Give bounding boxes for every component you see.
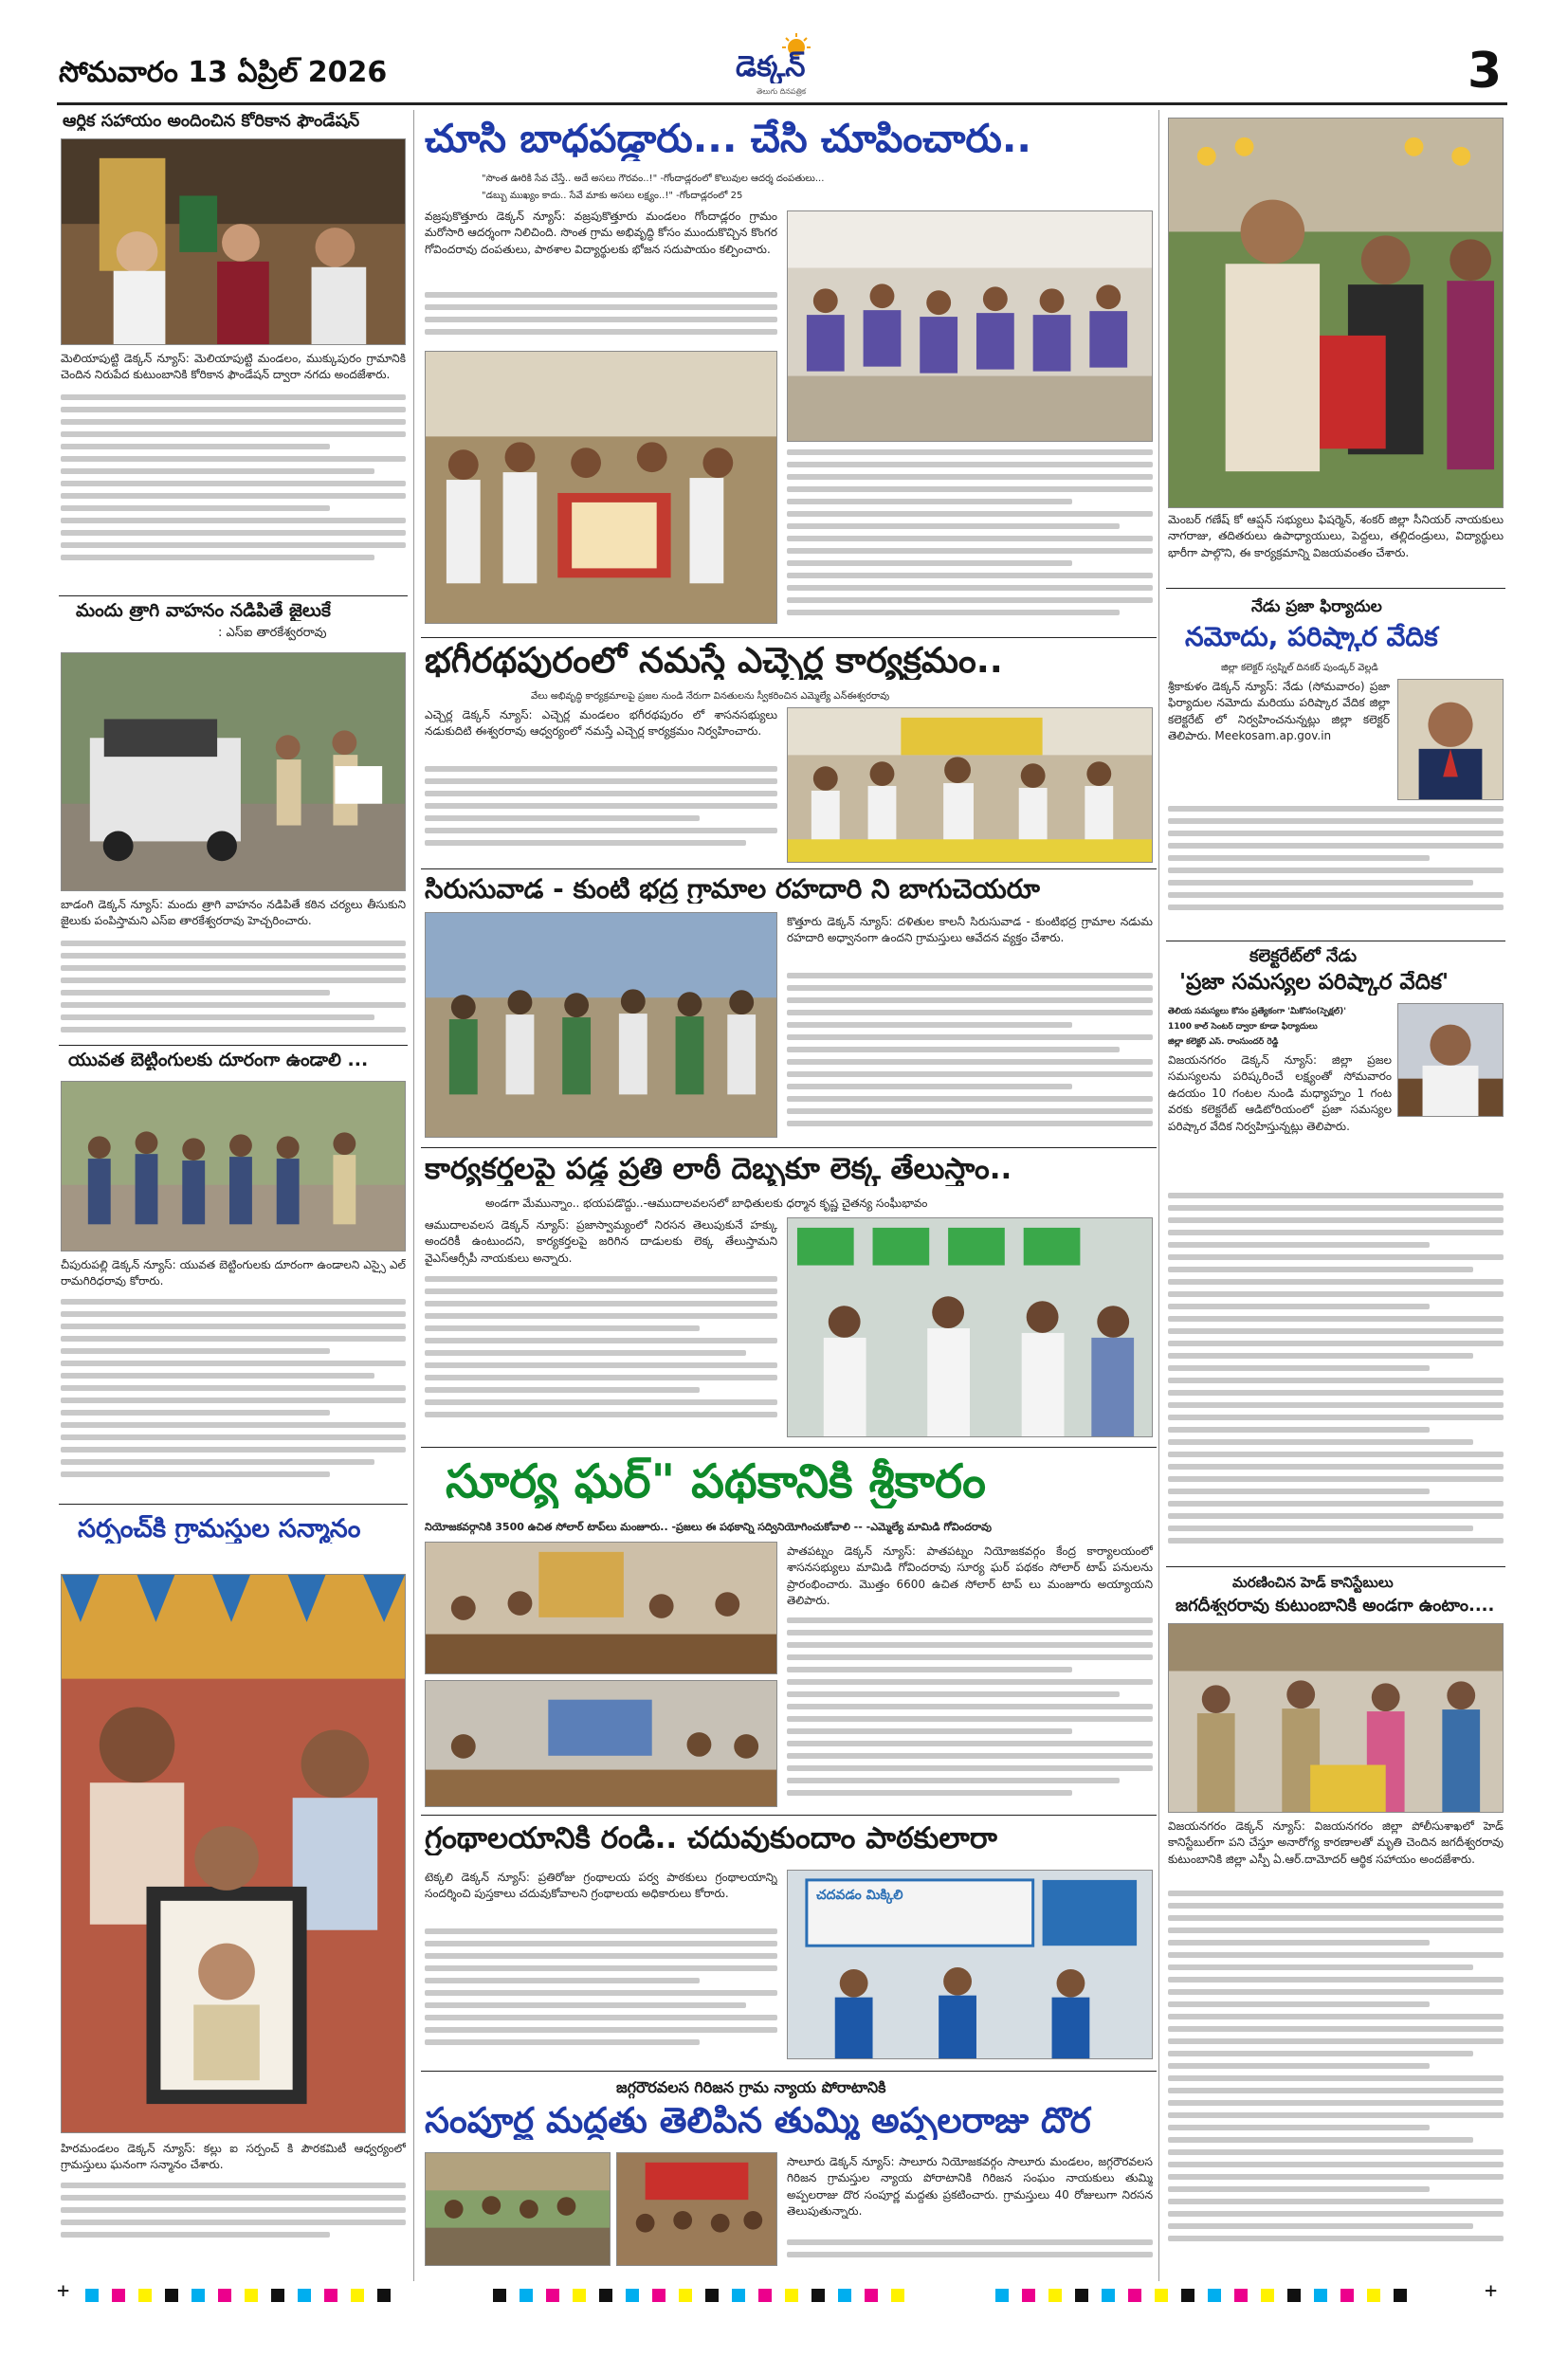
school-event-caption: మెంబర్ గణేష్ కో ఆప్షన్ సభ్యులు ఫిషర్మెన్, శంకర్ జిల్లా సీనియర్ నాయకులు నాగరాజు, తదితరులు ఉపాధ్యాయులు, పెద్దలు, తల్లిదండ్రులు, విద్యార్థులు భారీగా పాల్గొని, ఈ కార్యక్రమాన్ని విజయవంతం చేశారు. <box>1168 513 1504 559</box>
surya-ghar-kicker: నియోజకవర్గానికి 3500 ఉచిత సోలార్ టాప్‌లు మంజూరు.. -ప్రజలు ఈ పథకాన్ని సద్వినియోగించుకోవాలి -- -ఎమ్మెల్యే మామిడి గోవిందరావు <box>425 1521 992 1533</box>
workers-kicker: అండగా మేమున్నాం.. భయపడొద్దు..-ఆముదాలవలసలో బాధితులకు ధర్మాన కృష్ణ చైతన్య సంఘీభావం <box>485 1197 928 1210</box>
registration-mark-right: + <box>1485 2279 1498 2303</box>
drunk-driving-photo <box>61 652 406 891</box>
collectorate-subhead-2: 1100 కాల్ సెంటర్ ద్వారా కూడా ఫిర్యాదులు <box>1168 1022 1318 1032</box>
collectorate-text-lines <box>1168 1193 1504 1562</box>
surya-ghar-text-lines <box>787 1617 1153 1807</box>
registration-mark-left: + <box>57 2279 70 2303</box>
collectorate-body: విజయనగరం డెక్కన్ న్యూస్: జిల్లా ప్రజల సమస్యలను పరిష్కరించే లక్ష్యంతో సోమవారం ఉదయం 10 గంటల నుండి మధ్యాహ్నం 1 గంట వరకు కలెక్టరేట్ ఆడిటోరియంలో ప్రజా సమస్యల పరిష్కార వేదిక నిర్వహిస్తున్నట్లు తెలిపారు. <box>1168 1053 1392 1133</box>
gondiyada-kicker-2: "డబ్బు ముఖ్యం కాదు.. సేవే మాకు అసలు లక్ష్యం..!" -గోందాడ్లరంలో 25 <box>482 191 743 201</box>
foundation-photo <box>61 138 406 345</box>
rule <box>421 2071 1157 2072</box>
surya-ghar-body: పాతపట్నం డెక్కన్ న్యూస్: పాతపట్నం నియోజకవర్గం కేంద్ర కార్యాలయంలో శాసనసభ్యులు మామిడి గోవిందరావు సూర్య ఘర్ పథకం సోలార్ టాప్ పనులను ప్రారంభించారు. మొత్తం 6600 ఉచిత సోలార్ టాప్ లు మంజూరు అయ్యాయని తెలిపారు. <box>787 1544 1153 1608</box>
collectorate-subhead-1: తెలియ సమస్యలు కోసం ప్రత్యేకంగా 'మీకోసం(స్పెక్షల్)' <box>1168 1007 1346 1016</box>
workers-headline: కార్యకర్తలపై పడ్డ ప్రతి లాఠీ దెబ్బకూ లెక్క తేలుస్తాం.. <box>425 1153 1012 1186</box>
bhagirathapuram-body: ఎచ్చెర్ల డెక్కన్ న్యూస్: ఎచ్చెర్ల మండలం భగీరథపురం లో శాసనసభ్యులు నడుకుదిటి ఈశ్వరరావు ఆధ్వర్యంలో నమస్తే ఎచ్చెర్ల కార్యక్రమం నిర్వహించారు. <box>425 708 777 739</box>
workers-body: ఆముదాలవలస డెక్కన్ న్యూస్: ప్రజాస్వామ్యంలో నిరసన తెలుపుకునే హక్కు అందరికీ ఉంటుందని, కార్యకర్తలపై జరిగిన దాడులకు లెక్క తేలుస్తామని వైఎస్ఆర్సీపీ నాయకులు అన్నారు. <box>425 1218 777 1265</box>
constables-headline: జగదీశ్వరరావు కుటుంబానికి అండగా ఉంటాం.... <box>1176 1597 1495 1616</box>
bhagirathapuram-text-lines <box>425 766 777 861</box>
road-body: కొత్తూరు డెక్కన్ న్యూస్: దళితుల కాలనీ సిరుసువాడ - కుంటిభద్ర గ్రామాల నడుమ రహదారి అధ్వానంగా ఉందని గ్రామస్తులు ఆవేదన వ్యక్తం చేశారు. <box>787 915 1153 945</box>
logo-wordmark: డెక్కన్ <box>736 51 806 83</box>
page-date: సోమవారం 13 ఏప్రిల్ 2026 <box>59 57 388 89</box>
constables-photo <box>1168 1623 1504 1813</box>
collector-portrait-2 <box>1397 1003 1504 1117</box>
gondiyada-body: వజ్రపుకొత్తూరు డెక్కన్ న్యూస్: వజ్రపుకొత్తూరు మండలం గోందాడ్లరం గ్రామం మరోసారి ఆదర్శంగా నిలిచింది. సొంత గ్రామ అభివృద్ధి కోసం ముందుకొచ్చిన కొంగర గోవిందరావు దంపతులు, పాఠశాల విద్యార్థులకు భోజన సదుపాయం కల్పించారు. <box>425 210 777 256</box>
color-calibration-bar-left <box>85 2289 391 2302</box>
page-number: 3 <box>1468 44 1503 100</box>
sarpanch-body: హిరమండలం డెక్కన్ న్యూస్: కల్లు ఐ సర్పంచ్ కి పౌరకమిటీ ఆధ్వర్యంలో గ్రామస్తులు ఘనంగా సన్మానం చేశారు. <box>61 2142 406 2172</box>
collector-portrait-1 <box>1397 679 1504 800</box>
gondiyada-text-lines-b <box>787 449 1153 630</box>
newspaper-logo <box>730 32 863 99</box>
constables-body: విజయనగరం డెక్కన్ న్యూస్: విజయనగరం జిల్లా పోలీసుశాఖలో హెడ్ కానిస్టేబుల్‌గా పని చేస్తూ అనారోగ్య కారణాలతో మృతి చెందిన జగదీశ్వరరావు కుటుంబానికి జిల్లా ఎస్పీ ఏ.ఆర్.దామోదర్ ఆర్థిక సహాయం అందజేశారు. <box>1168 1819 1504 1866</box>
constables-text-lines <box>1168 1891 1504 2262</box>
betting-headline: యువత బెట్టింగులకు దూరంగా ఉండాలి ... <box>68 1051 369 1070</box>
foundation-body: మెలియాపుట్టి డెక్కన్ న్యూస్: మెలియాపుట్టి మండలం, ముక్కుపురం గ్రామానికి చెందిన నిరుపేద కుటుంబానికి కోరికాన ఫౌండేషన్ ద్వారా నగదు అందజేశారు. <box>61 352 406 382</box>
betting-text-lines <box>61 1299 406 1489</box>
rule <box>421 1815 1157 1816</box>
sarpanch-photo <box>61 1574 406 2133</box>
road-photo <box>425 912 777 1138</box>
rule <box>421 637 1157 638</box>
surya-ghar-headline: సూర్య ఘర్" పథకానికి శ్రీకారం <box>446 1456 986 1508</box>
thummi-body: సాలూరు డెక్కన్ న్యూస్: సాలూరు నియోజకవర్గం సాలూరు మండలం, జగ్గరౌరవలస గిరిజన గ్రామస్తుల న్యాయ పోరాటానికి గిరిజన సంఘం నాయకులు తుమ్మి అప్పలరాజు దొర సంపూర్ణ మద్దతు ప్రకటించారు. గ్రామస్తులు 40 రోజులుగా నిరసన తెలుపుతున్నారు. <box>787 2155 1153 2219</box>
school-event-photo <box>1168 118 1504 508</box>
foundation-headline: ఆర్థిక సహాయం అందించిన కోరికాన ఫౌండేషన్ <box>63 112 360 131</box>
drunk-driving-text-lines <box>61 941 406 1039</box>
gondiyada-headline: చూసి బాధపడ్డారు... చేసి చూపించారు.. <box>425 118 1032 161</box>
drunk-driving-body: బాడంగి డెక్కన్ న్యూస్: మందు త్రాగి వాహనం నడిపితే కఠిన చర్యలు తీసుకుని జైలుకు పంపిస్తామని ఎస్ఐ తారకేశ్వరరావు హెచ్చరించారు. <box>61 898 406 928</box>
rule <box>421 1447 1157 1448</box>
praja-vedika-headline: నమోదు, పరిష్కార వేదిక <box>1185 622 1438 652</box>
road-text-lines <box>787 973 1153 1140</box>
drunk-driving-subhead: : ఎస్ఐ తారకేశ్వరరావు <box>218 626 327 640</box>
color-calibration-bar-right <box>995 2289 1407 2302</box>
praja-vedika-text-lines <box>1168 806 1504 929</box>
road-headline: సిరుసువాడ - కుంటి భద్ర గ్రామాల రహదారి ని బాగుచెయరూ <box>425 874 1041 904</box>
praja-vedika-kicker: నేడు ప్రజా ఫిర్యాదుల <box>1251 597 1382 616</box>
surya-ghar-photo-bottom <box>425 1680 777 1807</box>
praja-vedika-body: శ్రీకాకుళం డెక్కన్ న్యూస్: నేడు (సోమవారం) ప్రజా ఫిర్యాదుల నమోదు మరియు పరిష్కార వేదిక జిల్లా కలెక్టరేట్ లో నిర్వహించనున్నట్లు జిల్లా కలెక్టర్ తెలిపారు. Meekosam.ap.gov.in <box>1168 680 1390 743</box>
library-text-lines <box>425 1928 777 2061</box>
color-calibration-bar-center <box>493 2289 904 2302</box>
logo-tagline: తెలుగు దినపత్రిక <box>757 87 807 96</box>
rule <box>421 868 1157 869</box>
workers-photo <box>787 1217 1153 1437</box>
column-divider-right <box>1158 110 1159 2281</box>
collectorate-kicker: కలెక్టరేట్‌లో నేడు <box>1249 946 1358 966</box>
gondiyada-photo-felicitation <box>425 351 777 624</box>
library-photo <box>787 1870 1153 2059</box>
sarpanch-text-lines <box>61 2183 406 2245</box>
library-headline: గ్రంథాలయానికి రండి.. చదువుకుందాం పాఠకులారా <box>425 1822 997 1855</box>
library-body: టెక్కలి డెక్కన్ న్యూస్: ప్రతిరోజు గ్రంథాలయ పర్వ పాఠకులు గ్రంథాలయాన్ని సందర్శించి పుస్తకాలు చదువుకోవాలని గ్రంథాలయ అధికారులు కోరారు. <box>425 1871 777 1901</box>
constables-kicker: మరణించిన హెడ్ కానిస్టేబులు <box>1232 1574 1394 1591</box>
bhagirathapuram-headline: భగీరథపురంలో నమస్తే ఎచ్చెర్ల కార్యక్రమం.. <box>425 641 1003 681</box>
thummi-kicker: జగ్గరౌరవలస గిరిజన గ్రామ న్యాయ పోరాటానికి <box>616 2078 886 2096</box>
gondiyada-text-lines-a <box>425 292 777 345</box>
betting-body: చీపురుపల్లి డెక్కన్ న్యూస్: యువత బెట్టింగులకు దూరంగా ఉండాలని ఎస్సై ఎల్ రామగిరిధరావు కోరారు. <box>61 1258 406 1288</box>
thummi-text-lines <box>787 2239 1153 2268</box>
sarpanch-headline: సర్పంచ్‌కి గ్రామస్తుల సన్మానం <box>78 1515 361 1544</box>
thummi-photo-right <box>616 2152 777 2266</box>
bhagirathapuram-kicker: వేలు అభివృద్ధి కార్యక్రమాలపై ప్రజల నుండి నేరుగా వినతులను స్వీకరించిన ఎమ్మెల్యే ఎన్ఈశ్వరరావు <box>531 691 890 702</box>
thummi-headline: సంపూర్ణ మద్దతు తెలిపిన తుమ్మి అప్పలరాజు దొర <box>425 2101 1091 2141</box>
masthead-rule <box>57 102 1507 105</box>
gondiyada-kicker-1: "సొంత ఊరికి సేవ చేస్తే.. అదే అసలు గౌరవం..!" -గోందాడ్లరంలో కొలువుల ఆదర్శ దంపతులు... <box>482 174 825 184</box>
thummi-photo-left <box>425 2152 611 2266</box>
drunk-driving-headline: మందు త్రాగి వాహనం నడిపితే జైలుకే <box>76 601 331 621</box>
rule <box>59 1504 408 1505</box>
gondiyada-photo-dining <box>787 210 1153 442</box>
collectorate-headline: 'ప్రజా సమస్యల పరిష్కార వేదిక' <box>1179 971 1449 995</box>
rule <box>59 595 408 596</box>
rule <box>421 1147 1157 1148</box>
rule <box>59 1045 408 1046</box>
praja-vedika-subhead: జిల్లా కలెక్టర్ స్వప్నిల్ దినకర్ పుండ్కర్ వెల్లడి <box>1221 663 1378 673</box>
workers-text-lines <box>425 1276 777 1437</box>
rule <box>1166 588 1505 589</box>
column-divider-left <box>413 110 414 2281</box>
betting-photo <box>61 1081 406 1252</box>
foundation-text-lines <box>61 394 406 584</box>
bhagirathapuram-photo <box>787 707 1153 863</box>
collectorate-subhead-3: జిల్లా కలెక్టర్ ఎస్. రాంసుందర్ రెడ్డి <box>1168 1037 1279 1047</box>
rule <box>1166 1566 1505 1567</box>
surya-ghar-photo-top <box>425 1542 777 1674</box>
library-banner-text: చదవడం మిక్కిలి <box>816 1888 903 1903</box>
